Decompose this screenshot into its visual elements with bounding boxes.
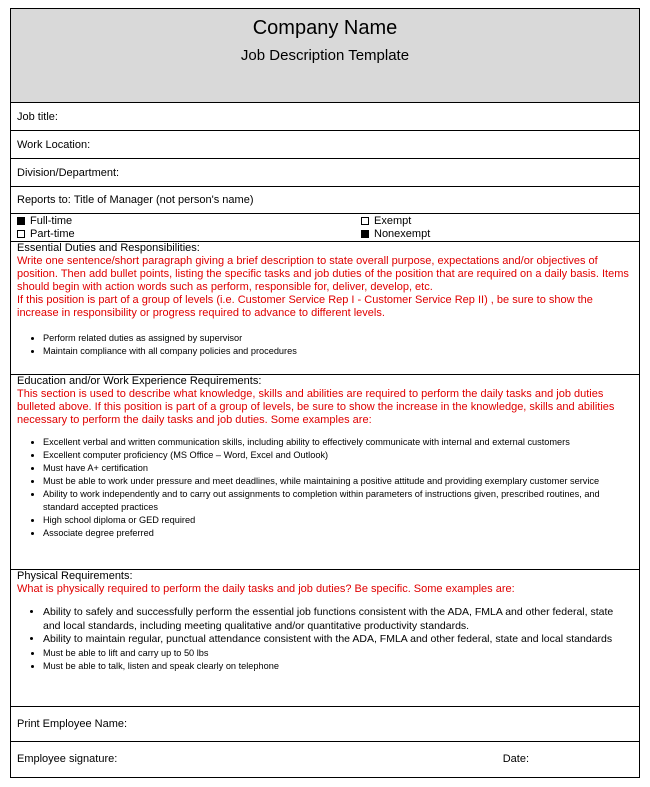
exempt-option[interactable] xyxy=(361,215,430,228)
list-item: • Ability to maintain regular, punctual attendance consistent with the ADA, FMLA and other federal, state and local standards xyxy=(43,633,633,647)
duties-list xyxy=(17,332,633,358)
nonexempt-option[interactable] xyxy=(361,228,430,241)
print-name-row[interactable] xyxy=(11,707,639,742)
reports-to-value: Title of Manager (not person's name) xyxy=(73,194,254,206)
education-list xyxy=(17,436,633,540)
company-name: Company Name xyxy=(252,17,398,39)
work-location-row[interactable] xyxy=(11,131,639,159)
work-location-label: Work Location: xyxy=(17,138,91,151)
signature-row[interactable] xyxy=(11,742,639,776)
list-item: • Perform related duties as assigned by supervisor xyxy=(43,332,633,345)
unchecked-box-icon[interactable] xyxy=(361,217,369,225)
physical-heading: Physical Requirements: xyxy=(17,570,133,582)
form-subtitle: Job Description Template xyxy=(240,47,410,64)
employee-signature-label: Employee signature: xyxy=(17,753,118,765)
part-time-option[interactable] xyxy=(17,228,355,241)
list-item: • High school diploma or GED required xyxy=(43,514,633,527)
full-time-option[interactable] xyxy=(17,215,355,228)
list-item: • Must be able to talk, listen and speak clearly on telephone xyxy=(43,660,633,674)
job-title-row[interactable] xyxy=(11,103,639,131)
employment-status-row xyxy=(11,214,639,242)
exemption-status xyxy=(355,214,430,241)
division-label: Division/Department: xyxy=(17,166,120,179)
education-section xyxy=(11,375,639,570)
list-item: • Ability to work independently and to carry out assignments to completion within parameters of instructions given, prescribed routines, and standard accepted practices xyxy=(43,488,633,514)
duties-heading: Essential Duties and Responsibilities: xyxy=(17,242,200,254)
reports-to-label: Reports to: xyxy=(17,194,71,206)
education-instruction: This section is used to describe what knowledge, skills and abilities are required to perform the daily tasks and job duties bulleted above. If this position is part of a group of levels, be sure to show the increase in the knowledge, skills and abilities necessary to perform the daily tasks and job duties. Some examples are: xyxy=(17,388,615,426)
unchecked-box-icon[interactable] xyxy=(17,230,25,238)
form-header xyxy=(11,9,639,103)
job-description-form xyxy=(10,8,640,778)
list-item: • Must have A+ certification xyxy=(43,462,633,475)
education-heading: Education and/or Work Experience Requirements: xyxy=(17,375,262,387)
list-item: • Must be able to lift and carry up to 50 lbs xyxy=(43,647,633,661)
list-item: • Must be able to work under pressure and meet deadlines, while maintaining a positive attitude and providing exemplary customer service xyxy=(43,475,633,488)
list-item: • Maintain compliance with all company policies and procedures xyxy=(43,345,633,358)
duties-section xyxy=(11,242,639,375)
list-item: • Excellent verbal and written communication skills, including ability to effectively communicate with internal and external customers xyxy=(43,436,633,449)
time-status xyxy=(11,214,355,241)
physical-list xyxy=(17,606,633,674)
division-row[interactable] xyxy=(11,159,639,187)
exempt-label: Exempt xyxy=(374,215,412,227)
nonexempt-label: Nonexempt xyxy=(374,228,431,240)
list-item: • Associate degree preferred xyxy=(43,527,633,540)
physical-section xyxy=(11,570,639,707)
reports-to-row[interactable] xyxy=(11,187,639,214)
part-time-label: Part-time xyxy=(30,228,75,240)
job-title-label: Job title: xyxy=(17,110,58,123)
duties-instruction: Write one sentence/short paragraph giving a brief description to state overall purpose, expectations and/or objectives of position. Then add bullet points, listing the specific tasks and job duties of the position that are required on a daily basis. Items should begin with action words such as perform, responsible for, deliver, develop, etc. xyxy=(17,255,629,293)
checked-box-icon[interactable] xyxy=(17,217,25,225)
print-name-label: Print Employee Name: xyxy=(17,718,128,730)
duties-instruction: If this position is part of a group of levels (i.e. Customer Service Rep I - Customer Service Rep II) , be sure to show the increase in responsibility or progress required to advance to different levels. xyxy=(17,294,593,319)
full-time-label: Full-time xyxy=(30,215,73,227)
list-item: • Ability to safely and successfully perform the essential job functions consistent with the ADA, FMLA and other federal, state and local standards, including meeting qualitative and/or quantitative productivity standards. xyxy=(43,606,633,633)
checked-box-icon[interactable] xyxy=(361,230,369,238)
date-label: Date: xyxy=(502,753,529,765)
physical-instruction: What is physically required to perform the daily tasks and job duties? Be specific. Some examples are: xyxy=(17,583,515,595)
list-item: • Excellent computer proficiency (MS Office – Word, Excel and Outlook) xyxy=(43,449,633,462)
